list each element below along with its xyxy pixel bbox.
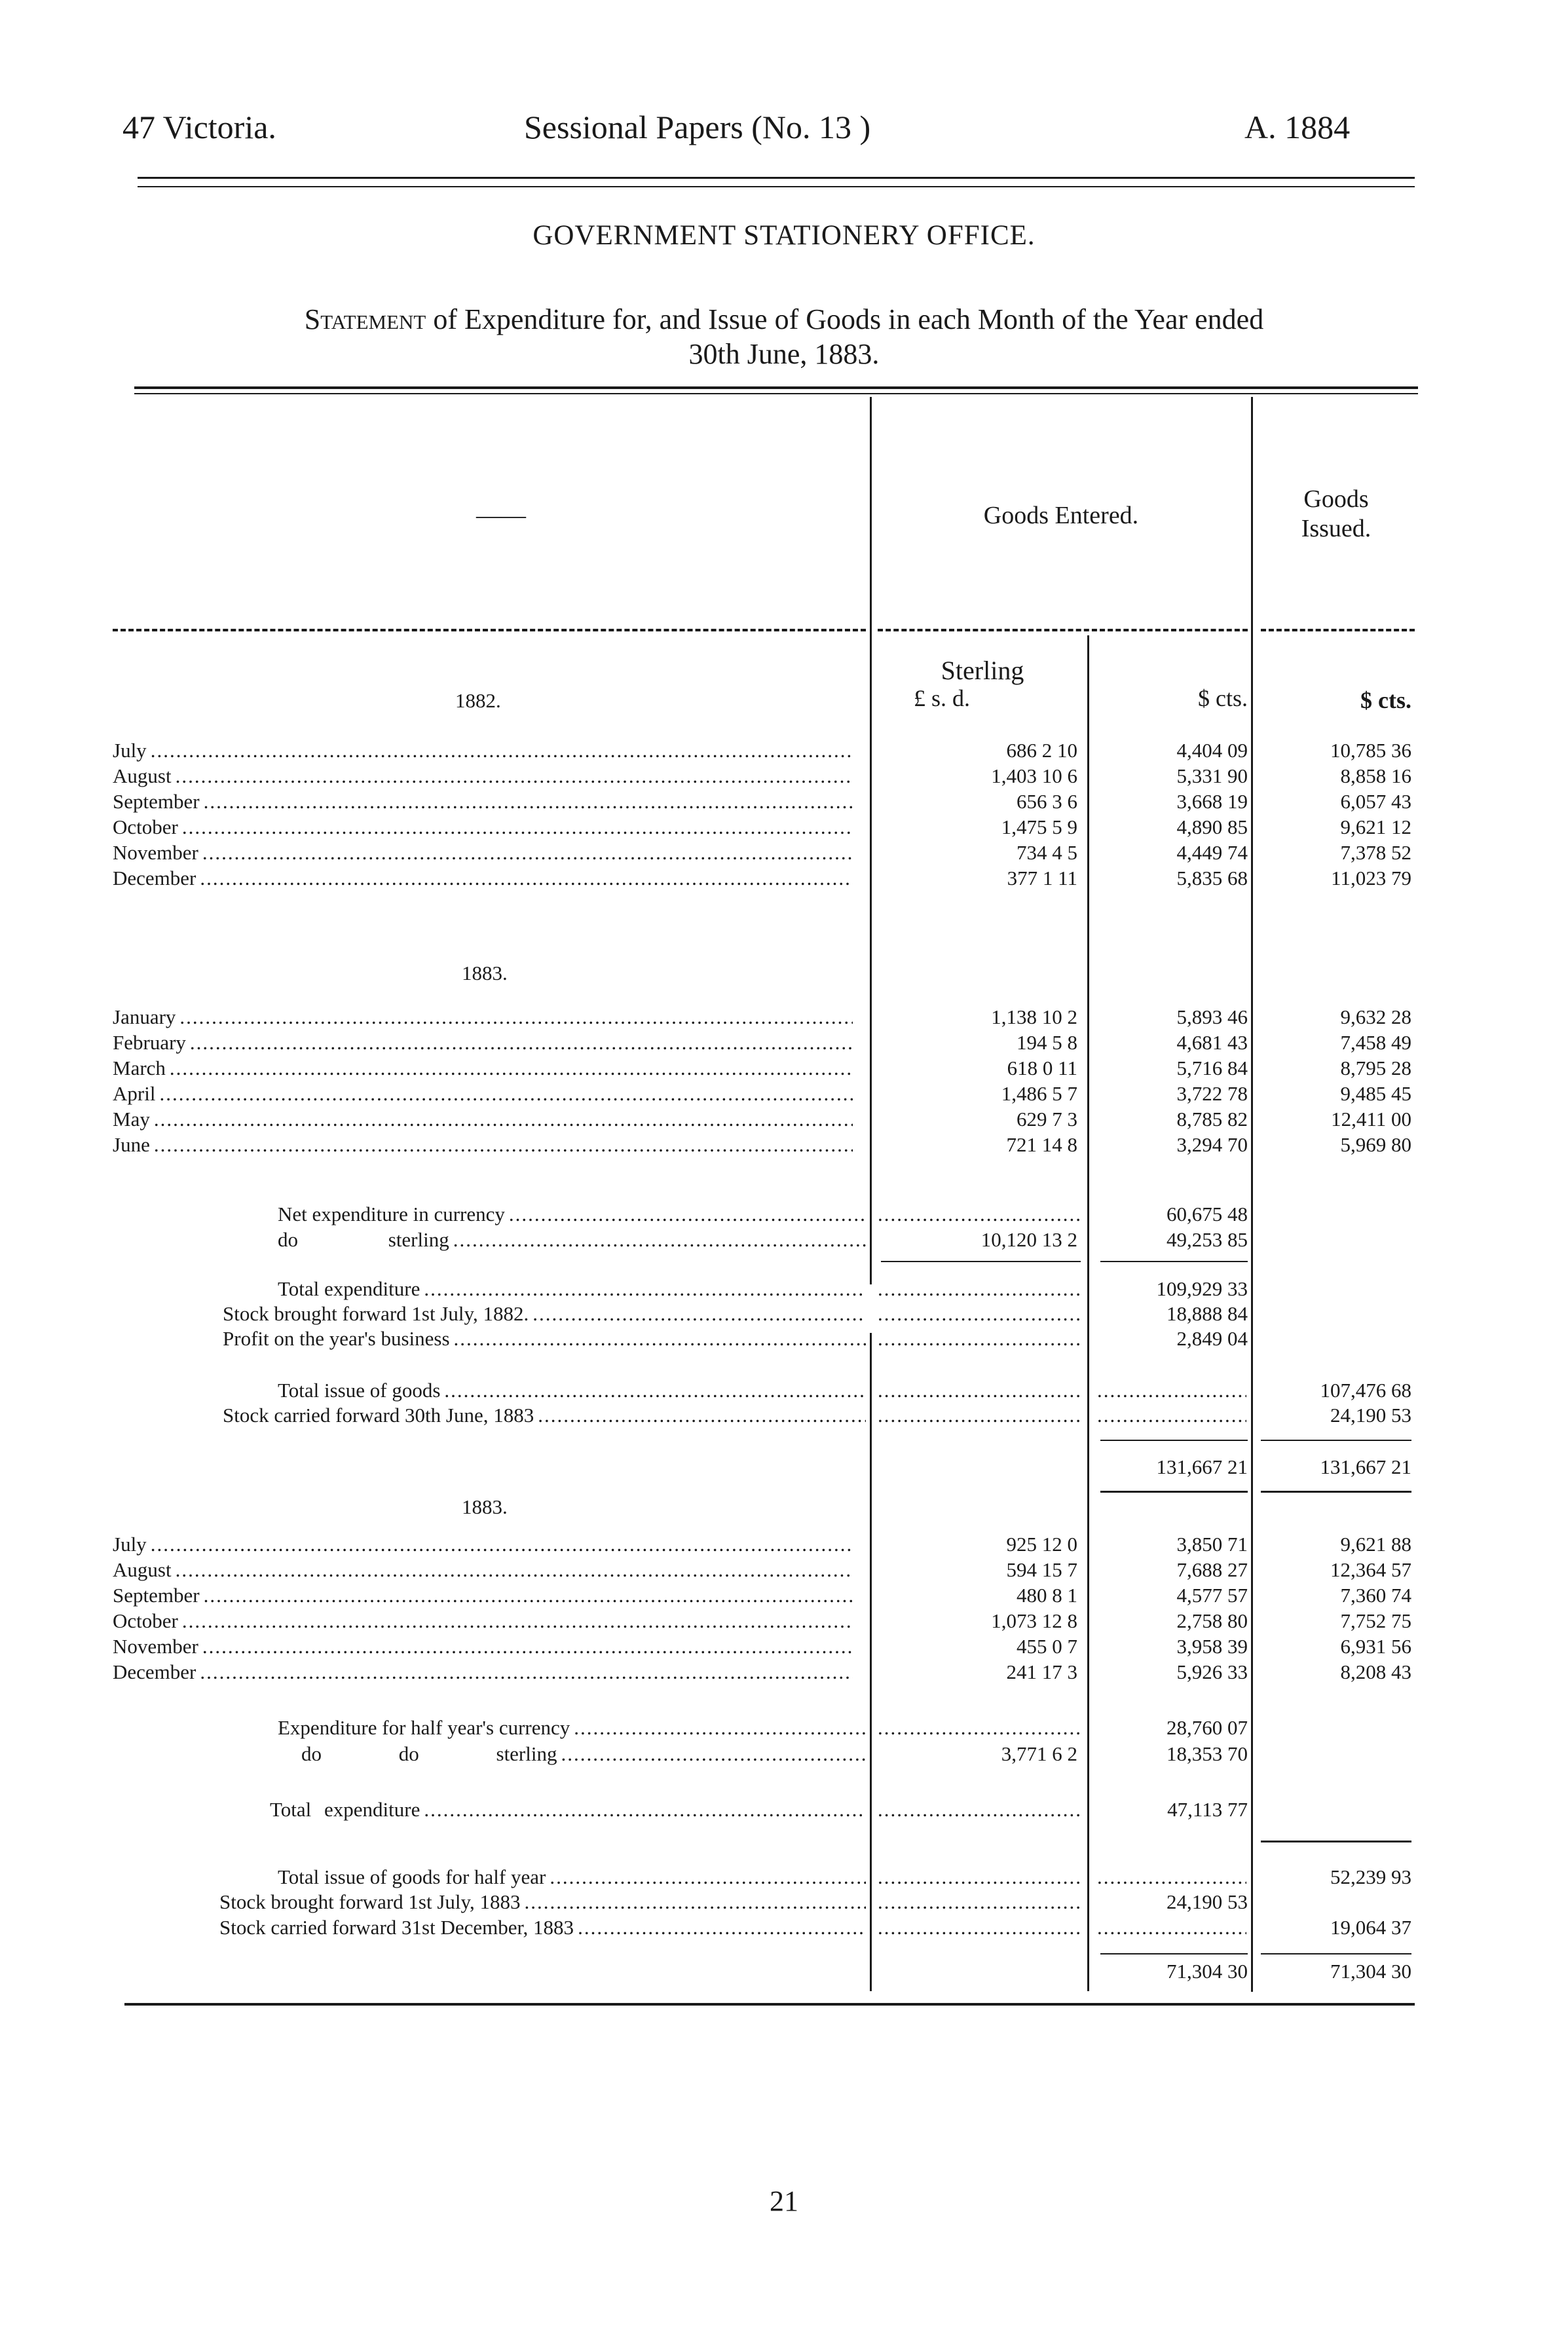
table-row [113,815,853,839]
half-year-sterling-currency: 18,353 70 [1167,1742,1248,1765]
issued-value: 11,023 79 [1331,867,1411,889]
stock-carried-1883-value: 24,190 53 [1330,1404,1411,1427]
total-expenditure-2-row: Total expenditure ..... [270,1798,866,1822]
sterling-value: 618 0 11 [1007,1056,1077,1079]
stock-carried-dec-value: 19,064 37 [1330,1916,1411,1939]
net-currency-row: Net expenditure in currency ..... [278,1203,866,1226]
sterling-value: 1,073 12 8 [991,1609,1077,1632]
table-row [113,1635,853,1658]
issued-value: 7,378 52 [1340,841,1411,864]
table-rule-top [134,386,1418,389]
dot-filler [1097,1379,1246,1402]
issued-value: 12,411 00 [1331,1108,1411,1131]
table-row [113,1005,853,1029]
header-rule-top [138,177,1415,179]
month-label: March [113,1056,166,1079]
statement-lead: Statement [304,303,426,335]
month-label: December [113,1660,196,1683]
sterling-heading: Sterling [941,656,1024,685]
sterling-value: 925 12 0 [1006,1533,1077,1556]
header-dash-2 [878,629,1248,631]
rule-issued-3 [1261,1491,1411,1493]
table-row [113,1031,853,1055]
issued-value: 6,057 43 [1340,790,1411,813]
statement-line-1 [0,303,1568,336]
stock-carried-dec-row: Stock carried forward 31st December, 1883 ..... [219,1916,866,1939]
issued-value: 7,458 49 [1340,1031,1411,1054]
total-issue-value: 107,476 68 [1320,1379,1411,1402]
sterling-value: 656 3 6 [1017,790,1077,813]
dot-filler [878,1890,1081,1914]
month-label: October [113,815,178,838]
sterling-value: 455 0 7 [1017,1635,1077,1658]
sterling-value: 1,138 10 2 [991,1005,1077,1028]
currency-value: 5,716 84 [1176,1056,1248,1079]
issued-units: $ cts. [1360,687,1411,713]
sterling-value: 734 4 5 [1017,841,1077,864]
sterling-value: 686 2 10 [1006,739,1077,762]
table-row [113,1082,853,1106]
table-row [113,1533,853,1556]
year-1883-second: 1883. [462,1495,508,1518]
table-row [113,764,853,788]
table-row [113,1108,853,1131]
total-currency-1: 131,667 21 [1156,1455,1248,1478]
currency-value: 4,681 43 [1176,1031,1248,1054]
dot-filler [878,1327,1081,1351]
currency-value: 3,850 71 [1176,1533,1248,1556]
issued-value: 9,632 28 [1340,1005,1411,1028]
month-label: February [113,1031,186,1054]
month-label: November [113,1635,198,1658]
sterling-value: 1,403 10 6 [991,764,1077,787]
dot-filler [878,1865,1081,1889]
issued-value: 7,360 74 [1340,1584,1411,1607]
sterling-value: 480 8 1 [1017,1584,1077,1607]
col-line-1b [870,1333,872,1991]
half-year-currency-value: 28,760 07 [1167,1716,1248,1739]
month-label: January [113,1005,176,1028]
header-goods-entered: Goods Entered. [983,502,1139,529]
stock-forward-1883-value: 24,190 53 [1167,1890,1248,1913]
header-rule-bottom [138,186,1415,187]
month-label: October [113,1609,178,1632]
table-row [113,1056,853,1080]
total-currency-2: 71,304 30 [1167,1960,1248,1983]
table-row [113,1558,853,1582]
header-dash-1 [113,629,866,631]
stock-forward-1882-value: 18,888 84 [1167,1302,1248,1325]
total-expenditure-value: 109,929 33 [1156,1277,1248,1300]
header-dash-3 [1261,629,1415,631]
currency-value: 8,785 82 [1176,1108,1248,1131]
half-year-sterling-row: do do sterling ..... [301,1742,866,1766]
dot-filler [1097,1404,1246,1427]
table-rule-top-2 [134,393,1418,394]
sterling-value: 1,475 5 9 [1001,815,1077,838]
issued-value: 8,858 16 [1340,764,1411,787]
header-right: A. 1884 [1244,109,1351,145]
page-number: 21 [770,2185,798,2217]
table-row [113,1133,853,1157]
table-row [113,739,853,762]
month-label: September [113,1584,200,1607]
year-1883-first: 1883. [462,962,508,984]
currency-value: 3,958 39 [1176,1635,1248,1658]
month-label: August [113,764,172,787]
issued-value: 9,621 88 [1340,1533,1411,1556]
col-line-1 [870,397,872,1284]
dot-filler [878,1277,1081,1301]
total-issue-half-row: Total issue of goods for half year ..... [278,1865,866,1889]
dot-filler [878,1798,1081,1822]
stock-forward-1882-row: Stock brought forward 1st July, 1882. ..... [223,1302,866,1326]
table-row [113,1609,853,1633]
currency-value: 4,404 09 [1176,739,1248,762]
sterling-value: 241 17 3 [1006,1660,1077,1683]
rule-issued-5 [1261,1953,1411,1954]
month-label: July [113,739,147,762]
sterling-value: 1,486 5 7 [1001,1082,1077,1105]
rule-currency-3 [1100,1491,1248,1493]
profit-row: Profit on the year's business ..... [223,1327,866,1351]
total-expenditure-row: Total expenditure ..... [278,1277,866,1301]
currency-value: 5,331 90 [1176,764,1248,787]
sterling-value: 594 15 7 [1006,1558,1077,1581]
dot-filler [878,1379,1081,1402]
currency-value: 2,758 80 [1176,1609,1248,1632]
currency-value: 4,577 57 [1176,1584,1248,1607]
total-expenditure-2-value: 47,113 77 [1167,1798,1248,1821]
issued-value: 6,931 56 [1340,1635,1411,1658]
month-label: September [113,790,200,813]
header-left: 47 Victoria. [122,109,276,145]
header-blank-dash: —— [476,502,526,529]
sterling-value: 629 7 3 [1017,1108,1077,1131]
rule-currency-1 [1100,1261,1248,1262]
half-year-currency-row: Expenditure for half year's currency ..... [278,1716,866,1740]
sterling-value: 194 5 8 [1017,1031,1077,1054]
rule-currency-5 [1100,1953,1248,1954]
issued-value: 7,752 75 [1340,1609,1411,1632]
month-label: December [113,867,196,889]
net-sterling-currency: 49,253 85 [1167,1228,1248,1251]
col-line-2 [1087,635,1089,1991]
currency-value: 3,668 19 [1176,790,1248,813]
table-row [113,867,853,890]
statement-rest: of Expenditure for, and Issue of Goods in each Month of the Year ended [426,303,1264,335]
dot-filler [1097,1916,1246,1939]
issued-value: 8,208 43 [1340,1660,1411,1683]
total-issue-row: Total issue of goods ..... [278,1379,866,1402]
half-year-sterling-value: 3,771 6 2 [1001,1742,1077,1765]
dot-filler [1097,1865,1246,1889]
net-sterling-value: 10,120 13 2 [980,1228,1077,1251]
document-title: GOVERNMENT STATIONERY OFFICE. [532,220,1036,251]
sterling-value: 377 1 11 [1007,867,1077,889]
sterling-units: £ s. d. [914,685,971,711]
statement-line-2: 30th June, 1883. [688,338,880,370]
currency-value: 4,449 74 [1176,841,1248,864]
rule-currency-2 [1100,1440,1248,1441]
month-label: August [113,1558,172,1581]
month-label: May [113,1108,150,1131]
header-goods-issued-1: Goods [1303,485,1369,513]
stock-carried-1883-row: Stock carried forward 30th June, 1883 ..... [223,1404,866,1427]
issued-value: 10,785 36 [1330,739,1411,762]
dot-filler [878,1716,1081,1740]
dot-filler [878,1203,1081,1226]
currency-value: 4,890 85 [1176,815,1248,838]
total-issued-1: 131,667 21 [1320,1455,1411,1478]
rule-sterling-1 [881,1261,1081,1262]
dot-filler [878,1302,1081,1326]
currency-value: 7,688 27 [1176,1558,1248,1581]
currency-value: 3,722 78 [1176,1082,1248,1105]
currency-value: 5,926 33 [1176,1660,1248,1683]
month-label: April [113,1082,156,1105]
stock-forward-1883-row: Stock brought forward 1st July, 1883 ..... [219,1890,866,1914]
sterling-value: 721 14 8 [1006,1133,1077,1156]
dot-filler [878,1404,1081,1427]
rule-issued-4 [1261,1841,1411,1842]
issued-value: 5,969 80 [1340,1133,1411,1156]
currency-value: 3,294 70 [1176,1133,1248,1156]
table-row [113,1660,853,1684]
header-center: Sessional Papers (No. 13 ) [524,109,871,145]
table-row [113,1584,853,1607]
table-row [113,841,853,865]
rule-issued-2 [1261,1440,1411,1441]
net-sterling-row: do sterling ..... [278,1228,866,1252]
currency-value: 5,835 68 [1176,867,1248,889]
month-label: June [113,1133,150,1156]
currency-value: 5,893 46 [1176,1005,1248,1028]
currency-units: $ cts. [1198,685,1248,711]
table-row [113,790,853,813]
dot-filler [878,1916,1081,1939]
net-currency-value: 60,675 48 [1167,1203,1248,1225]
month-label: July [113,1533,147,1556]
issued-value: 12,364 57 [1330,1558,1411,1581]
issued-value: 8,795 28 [1340,1056,1411,1079]
year-1882: 1882. [455,689,501,712]
header-goods-issued-2: Issued. [1301,515,1372,542]
total-issue-half-value: 52,239 93 [1330,1865,1411,1888]
month-label: November [113,841,198,864]
table-rule-bottom [124,2003,1415,2006]
issued-value: 9,621 12 [1340,815,1411,838]
issued-value: 9,485 45 [1340,1082,1411,1105]
profit-value: 2,849 04 [1176,1327,1248,1350]
total-issued-2: 71,304 30 [1330,1960,1411,1983]
col-line-3 [1251,397,1253,1992]
